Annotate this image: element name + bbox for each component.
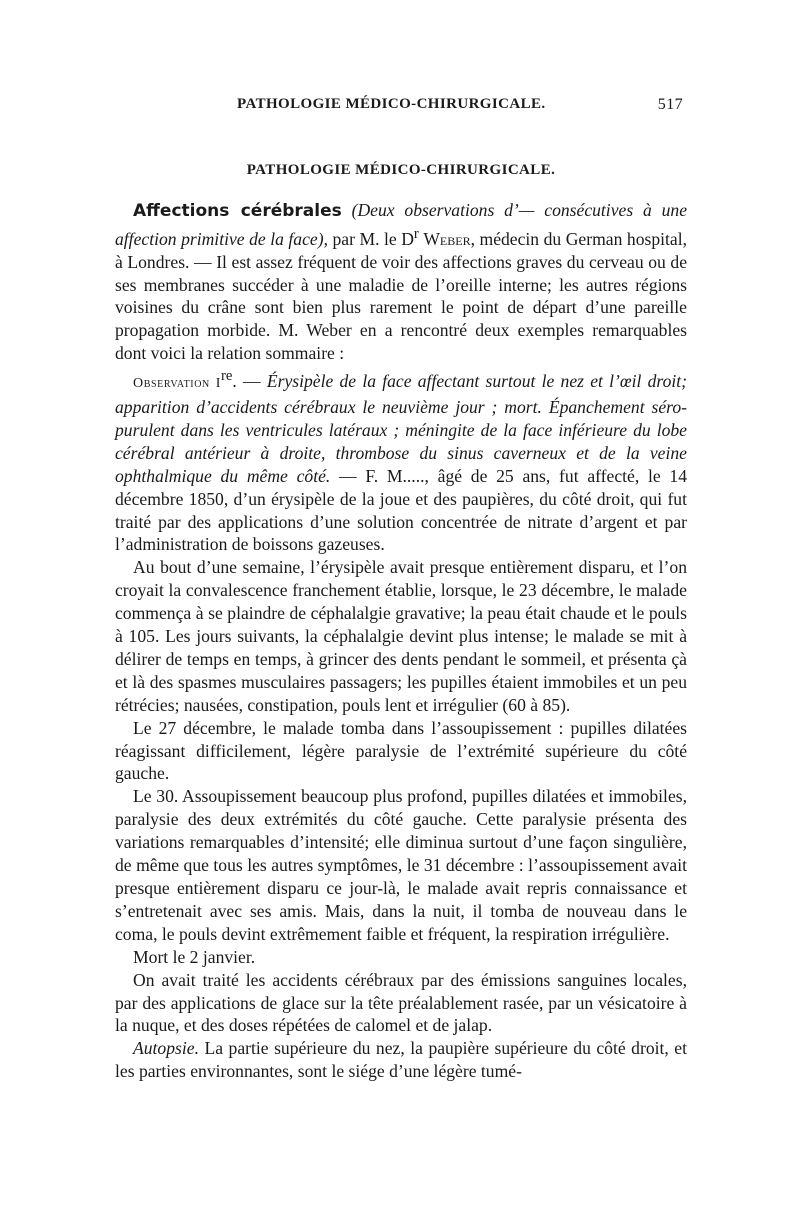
section-title: PATHOLOGIE MÉDICO-CHIRURGICALE. xyxy=(246,162,556,178)
author-name: Weber xyxy=(423,228,471,249)
paragraph: On avait traité les accidents cérébraux par des émissions sanguines locales, par des applications de glace sur la tête préalablement rasée, par un vésicatoire à la nuque, et des doses répétées de calomel et de jalap. xyxy=(115,969,687,1036)
paragraph: Le 27 décembre, le malade tomba dans l’assoupissement : pupilles dilatées réagissant difficilement, légère paralysie de l’extrémité supérieure du côté gauche. xyxy=(115,717,687,784)
page xyxy=(115,94,687,1083)
observation-label-suffix: . — xyxy=(232,371,261,392)
paragraph: Au bout d’une semaine, l’érysipèle avait presque entièrement disparu, et l’on croyait la convalescence franchement établie, lorsque, le 23 décembre, le malade commença à se plaindre de céphalalgie gravative; la peau était chaude et le pouls à 105. Les jours suivants, la céphalalgie devint plus intense; le malade se mit à délirer de temps en temps, à grincer des dents pendant le sommeil, et présenta çà et là des spasmes musculaires passagers; les pupilles étaient immobiles et un peu rétrécies; nausées, constipation, pouls lent et irrégulier (60 à 85). xyxy=(115,557,687,715)
author-title-sup: r xyxy=(413,225,419,242)
article-subtitle: (Deux observations d’— consécutives à une affection primitive de la face) xyxy=(115,200,688,249)
autopsy-paragraph xyxy=(115,1037,687,1083)
observation-label: Observation I xyxy=(133,376,222,392)
observation-paragraph xyxy=(115,365,687,556)
paragraph: Le 30. Assoupissement beaucoup plus profond, pupilles dilatées et immobiles, paralysie des deux extrémités du côté gauche. Cette paralysie présenta des variations remarquables d’intensité; elle diminua surtout d’une façon singulière, de même que tous les autres symptômes, le 31 décembre : l’assoupissement avait presque entièrement disparu ce jour-là, le malade avait repris connaissance et s’entretenait avec ses amis. Mais, dans la nuit, il tomba de nouveau dans le coma, le pouls devint extrêmement faible et fréquent, la respiration irrégulière. xyxy=(115,786,687,944)
observation-label-sup: re xyxy=(221,368,233,385)
author-prefix: , par M. le D xyxy=(323,228,414,249)
intro-paragraph xyxy=(115,199,687,365)
body-text xyxy=(115,199,687,1083)
running-head-title: PATHOLOGIE MÉDICO-CHIRURGICALE. xyxy=(237,96,546,112)
paragraph: Mort le 2 janvier. xyxy=(133,946,256,967)
article-lead-title: Affections cérébrales xyxy=(133,201,342,221)
observation-title: Érysipèle de la face affectant surtout le nez et l’œil droit; apparition d’accidents cérébraux le neuvième jour ; mort. Épanchement séro-purulent dans les ventricules latéraux ; méningite de la face inférieure du lobe cérébral antérieur à droite, thrombose du sinus caverneux et de la veine ophthalmique du même côté. xyxy=(115,371,687,486)
autopsy-text: La partie supérieure du nez, la paupière supérieure du côté droit, et les parties environnantes, sont le siége d’une légère tumé- xyxy=(115,1038,687,1082)
page-number: 517 xyxy=(657,96,683,113)
observation-body: — F. M....., âgé de 25 ans, fut affecté, le 14 décembre 1850, d’un érysipèle de la joue et des paupières, du côté droit, qui fut traité par des applications d’une solution concentrée de nitrate d’argent et par l’administration de boissons gazeuses. xyxy=(115,465,687,555)
autopsy-label: Autopsie. xyxy=(133,1038,199,1059)
intro-text: , médecin du German hospital, à Londres. — Il est assez fréquent de voir des affections graves du cerveau ou de ses membranes succéder à une maladie de l’oreille interne; les autres régions voisines du crâne sont bien plus rarement le point de départ d’une pareille propagation morbide. M. Weber en a rencontré deux exemples remarquables dont voici la relation sommaire : xyxy=(115,228,687,364)
running-head xyxy=(115,94,687,118)
